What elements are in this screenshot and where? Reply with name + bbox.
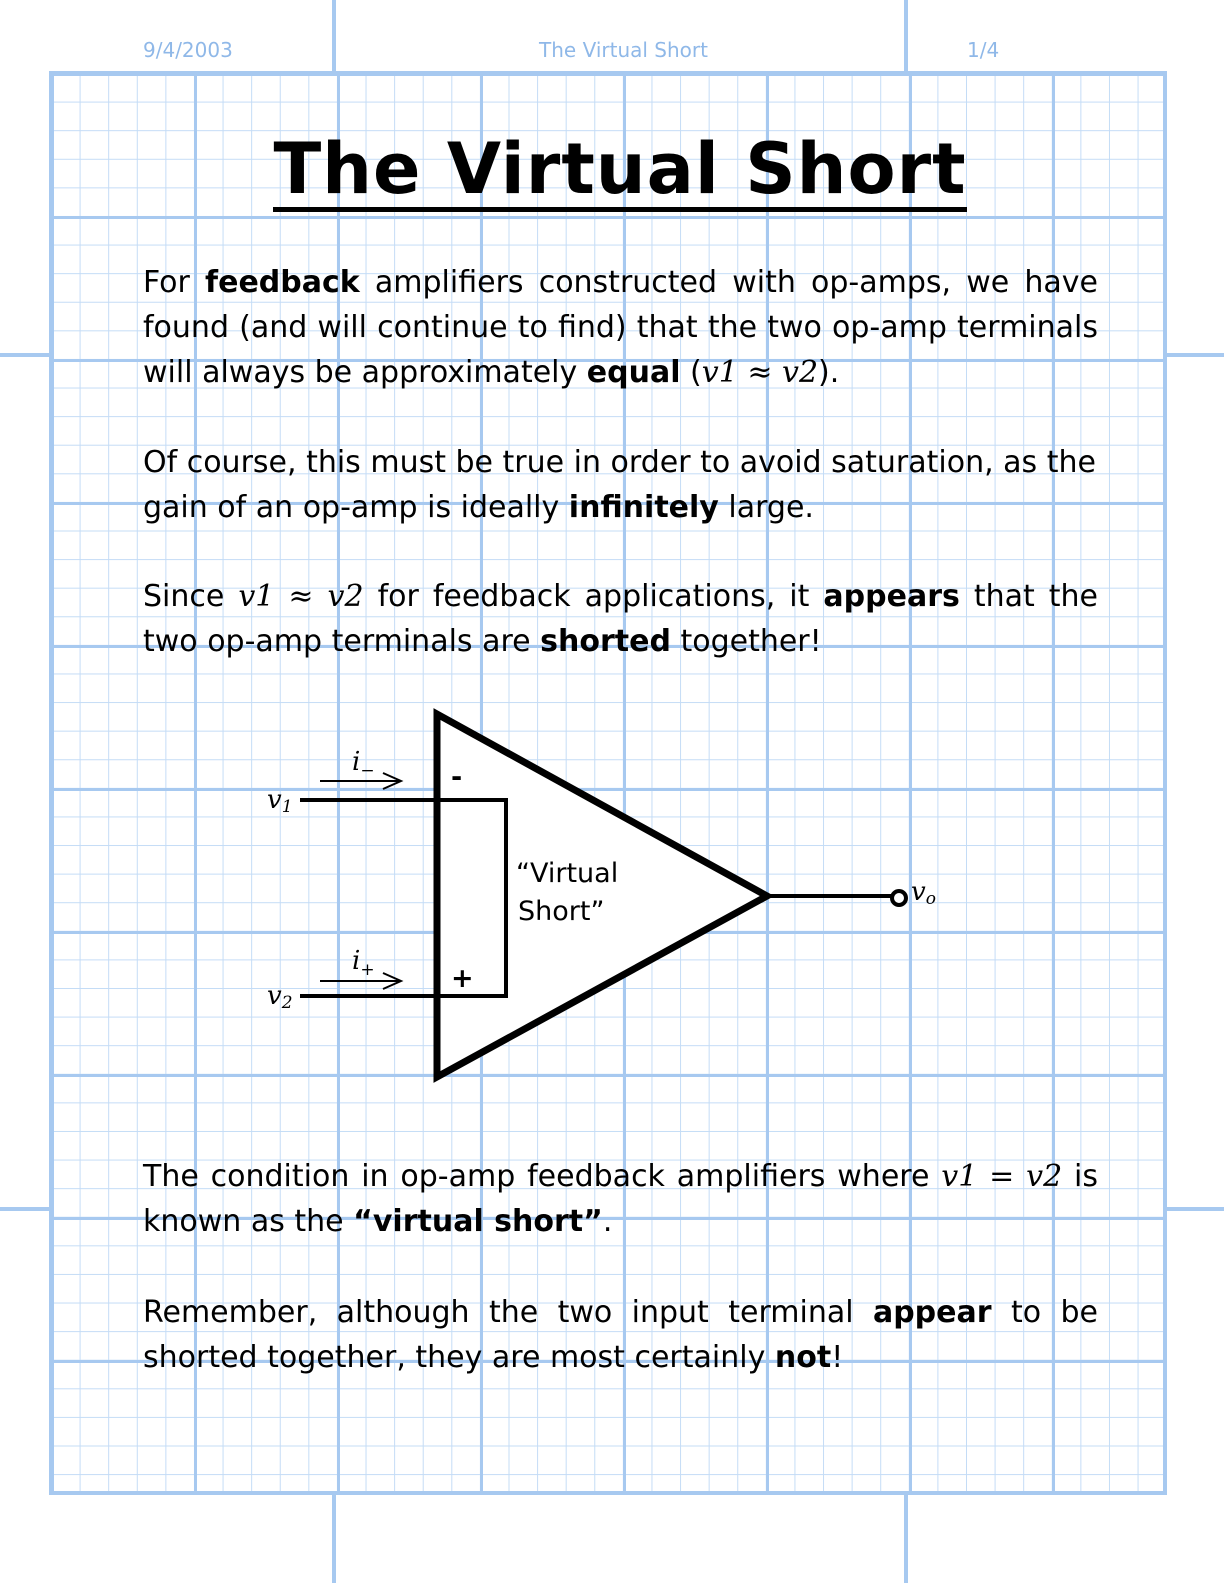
emphasis-appear: appear: [872, 1295, 992, 1330]
header-date: 9/4/2003: [143, 38, 233, 62]
text: to be shorted together, they are most certainly: [143, 1295, 1098, 1375]
equation-v1-equals-v2: v1 = v2: [941, 1159, 1063, 1194]
text: (: [680, 355, 702, 390]
emphasis-appears: appears: [823, 579, 960, 614]
text: together!: [670, 624, 822, 659]
emphasis-not: not: [774, 1340, 832, 1375]
text: Of course, this must be true in order to avoid saturation, as the gain of an op-amp is ideally: [143, 445, 1096, 525]
label-vo: vo: [911, 877, 936, 909]
label-v1: v1: [267, 785, 293, 817]
text: For: [143, 265, 206, 300]
equation-v1-approx-v2: v1 ≈ v2: [238, 579, 364, 614]
equation-v1-approx-v2: v1 ≈ v2: [701, 355, 819, 390]
label-v2: v2: [267, 981, 293, 1013]
text: is known as the: [143, 1159, 1098, 1239]
page-title-text: The Virtual Short: [273, 128, 967, 210]
emphasis-shorted: shorted: [540, 624, 671, 659]
text: The condition in op-amp feedback amplifiers where: [143, 1159, 942, 1194]
label-i-minus: $i_-$: [352, 747, 375, 781]
emphasis-infinitely: infinitely: [568, 490, 719, 525]
emphasis-equal: equal: [586, 355, 681, 390]
emphasis-virtual-short: “virtual short”: [353, 1204, 603, 1239]
text: large.: [718, 490, 814, 525]
header-page-number: 1/4: [967, 38, 1000, 62]
text: amplifiers constructed with op-amps, we have found (and will continue to find) that the two op-amp terminals will always be approximately: [143, 265, 1098, 390]
label-i-plus: $i_+$: [352, 946, 375, 980]
virtual-short-label-line2: Short”: [518, 896, 605, 927]
plus-terminal-sign: +: [451, 963, 474, 994]
virtual-short-label-line1: “Virtual: [516, 858, 619, 889]
output-terminal: [892, 891, 906, 905]
text: that the two op-amp terminals are: [143, 579, 1099, 659]
text: !: [831, 1340, 844, 1375]
minus-terminal-sign: -: [451, 762, 463, 793]
text: ).: [818, 355, 840, 390]
paragraph-virtual-short-definition: [143, 1154, 1098, 1244]
paragraph-remember: [143, 1290, 1098, 1380]
text: for feedback applications, it: [363, 579, 824, 614]
header-title: The Virtual Short: [539, 38, 708, 62]
emphasis-feedback: feedback: [205, 265, 360, 300]
text: Since: [143, 579, 239, 614]
text: .: [602, 1204, 613, 1239]
text: Remember, although the two input terminal: [143, 1295, 873, 1330]
